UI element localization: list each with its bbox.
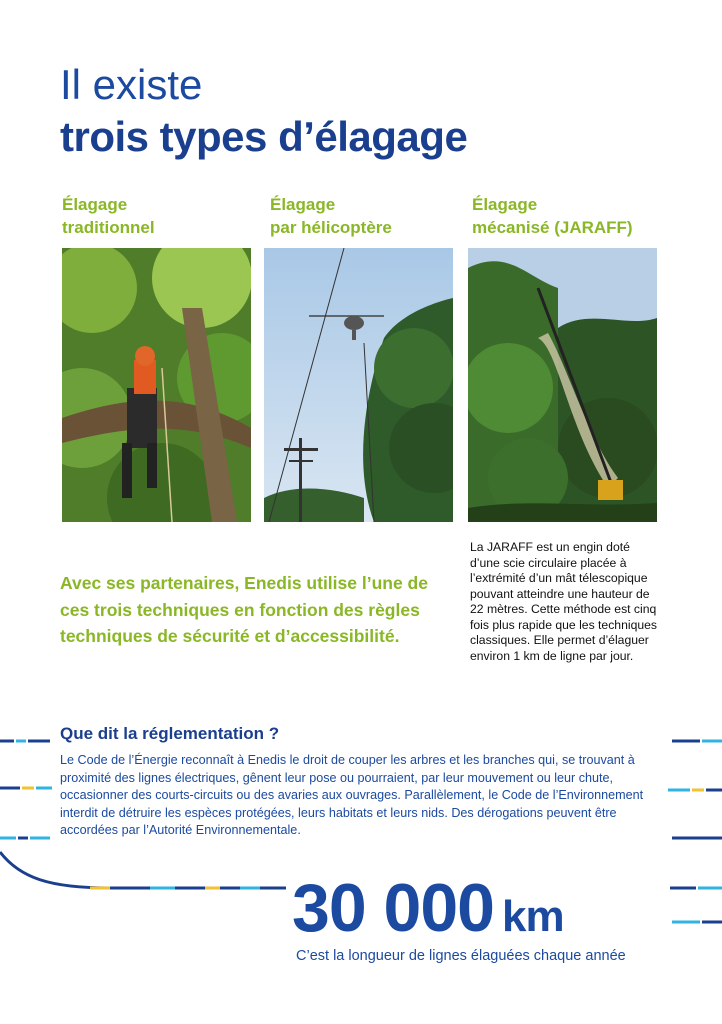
photo-traditional-pruning [62,248,251,522]
column-heading-line1: Élagage [62,195,128,214]
column-heading-line1: Élagage [270,195,336,214]
column-heading-traditional [62,193,155,239]
photo-helicopter-pruning [264,248,453,522]
column-heading-line2: mécanisé (JARAFF) [472,218,633,237]
column-heading-helicopter [270,193,392,239]
stat-caption: C’est la longueur de lignes élaguées chaque année [296,948,626,964]
column-heading-line1: Élagage [472,195,538,214]
column-heading-line2: traditionnel [62,218,155,237]
regulation-body: Le Code de l’Énergie reconnaît à Enedis le droit de couper les arbres et les branches qui, se trouvant à proximité des lignes électriques, gênent leur pose ou pourraient, par leur mouvement ou leur chute, occasionner des courts-circuits ou des avaries aux ouvrages. Parallèlement, le Code de l’Environnement interdit de détruire les espèces protégées, leurs habitats et leurs nids. Des dérogations peuvent être accordées par l’Autorité Environnementale. [60,753,644,837]
page-title-line1: Il existe [60,61,203,108]
stat-value [292,868,564,957]
jaraff-description: La JARAFF est un engin doté d’une scie circulaire placée à l’extrémité d’un mât télescopique pouvant atteindre une hauteur de 22 mètres. Cette méthode est cinq fois plus rapide que les techniques classiques. Elle permet d’élaguer environ 1 km de ligne par jour. [470,540,657,663]
page-title-line2: trois types d’élagage [60,113,468,160]
regulation-title: Que dit la réglementation ? [60,724,280,743]
photo-jaraff-pruning [468,248,657,522]
column-heading-mechanized [472,193,633,239]
stat-unit: km [501,892,564,941]
column-heading-line2: par hélicoptère [270,218,392,237]
stat-number: 30 000 [292,870,494,946]
partners-statement: Avec ses partenaires, Enedis utilise l’une de ces trois techniques en fonction des règles techniques de sécurité et d’accessibilité. [60,573,428,646]
